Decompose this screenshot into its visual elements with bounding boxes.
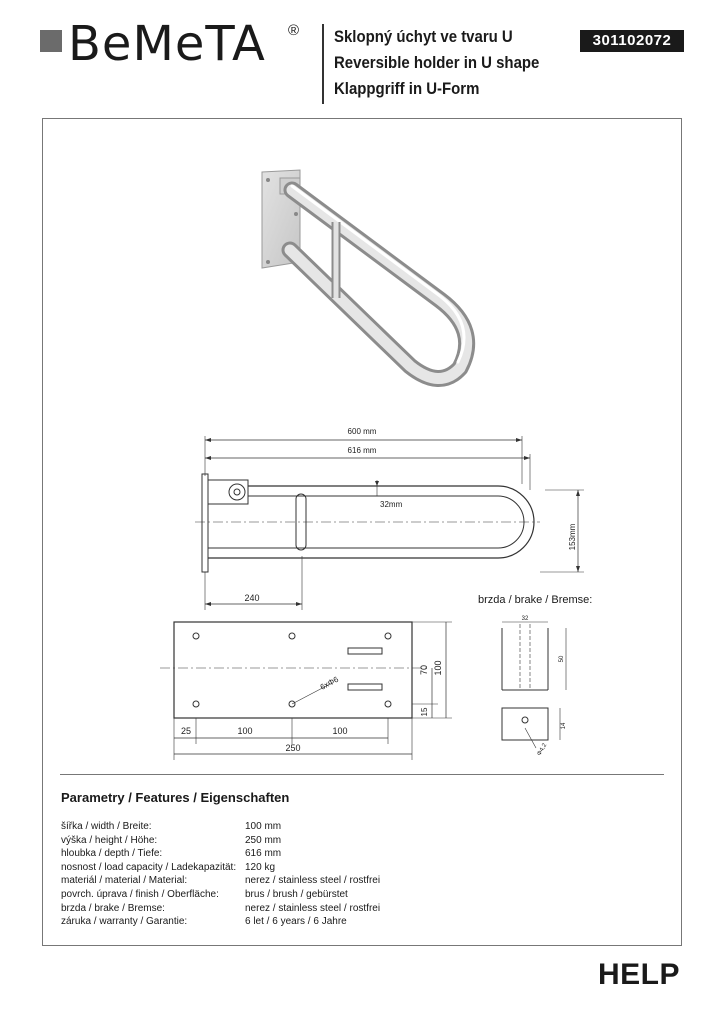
holes-label: 6xΦ6 — [318, 674, 340, 692]
feature-key: povrch. úprava / finish / Oberfläche: — [61, 888, 219, 900]
dim-250: 250 — [285, 743, 301, 753]
feature-value: 616 mm — [245, 848, 282, 860]
title-german: Klappgriff in U-Form — [334, 79, 480, 98]
features-title: Parametry / Features / Eigenschaften — [61, 790, 290, 805]
logo-text: BeMeTA — [68, 16, 266, 72]
dim-240: 240 — [244, 593, 260, 603]
side-view — [195, 436, 584, 610]
brake-dim-50: 50 — [559, 655, 565, 663]
feature-row — [61, 820, 380, 834]
feature-row — [61, 915, 380, 929]
dim-25: 25 — [180, 726, 192, 736]
registered-mark: ® — [288, 22, 300, 39]
series-name: HELP — [598, 958, 681, 991]
feature-value: nerez / stainless steel / rostfrei — [245, 875, 381, 887]
feature-value: nerez / stainless steel / rostfrei — [245, 902, 381, 914]
feature-key: hloubka / depth / Tiefe: — [61, 848, 163, 860]
feature-key: brzda / brake / Bremse: — [61, 902, 165, 914]
dim-15: 15 — [420, 707, 429, 717]
dim-100-vertical: 100 — [433, 660, 443, 676]
feature-value: 120 kg — [245, 861, 276, 873]
dim-153: 153mm — [568, 523, 577, 551]
feature-key: nosnost / load capacity / Ladekapazität: — [61, 861, 237, 873]
product-code-badge: 301102072 — [580, 30, 684, 52]
brake-detail — [502, 622, 566, 748]
feature-key: výška / height / Höhe: — [61, 834, 158, 846]
feature-key: materiál / material / Material: — [61, 875, 188, 887]
feature-row — [61, 847, 380, 861]
feature-row — [61, 861, 380, 875]
feature-value: 6 let / 6 years / 6 Jahre — [245, 916, 347, 928]
feature-value: brus / brush / gebürstet — [245, 888, 348, 900]
feature-key: šířka / width / Breite: — [61, 821, 152, 832]
plate-view — [160, 622, 452, 760]
dim-100-right: 100 — [332, 726, 348, 736]
brake-dim-32: 32 — [521, 616, 529, 622]
product-photo — [262, 170, 467, 379]
section-divider — [60, 774, 664, 775]
dim-616: 616 mm — [347, 446, 377, 455]
dim-100-left: 100 — [237, 726, 253, 736]
feature-row — [61, 874, 380, 888]
brake-dim-phi: Φ4,2 — [536, 742, 549, 757]
feature-key: záruka / warranty / Garantie: — [61, 916, 188, 928]
feature-row — [61, 902, 380, 916]
dim-tube-gap: 32mm — [380, 500, 403, 509]
feature-value: 100 mm — [245, 821, 282, 832]
dim-600: 600 mm — [347, 427, 377, 436]
feature-row — [61, 888, 380, 902]
dim-70: 70 — [419, 664, 429, 676]
brake-label: brzda / brake / Bremse: — [478, 594, 593, 606]
feature-value: 250 mm — [245, 834, 282, 846]
feature-row — [61, 834, 380, 848]
title-english: Reversible holder in U shape — [334, 53, 540, 72]
brake-dim-14: 14 — [561, 722, 567, 730]
features-list — [61, 820, 380, 929]
title-czech: Sklopný úchyt ve tvaru U — [334, 27, 513, 46]
